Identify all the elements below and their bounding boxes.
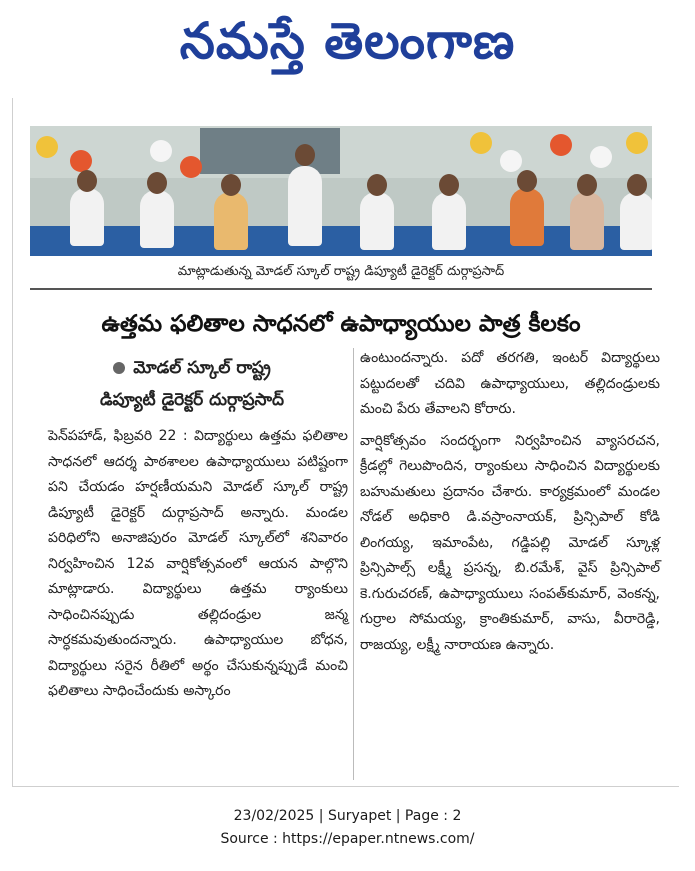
column-divider xyxy=(353,348,354,780)
article-paragraph: వార్షికోత్సవం సందర్భంగా నిర్వహించిన వ్యాసరచన, క్రీడల్లో గెలుపొందిన, ర్యాంకులు సాధించిన విద్యార్థులకు బహుమతులు ప్రదానం చేశారు. కార్యక్రమంలో మండల నోడల్ అధికారి డి.వస్రాంనాయక్, ప్రిన్సిపాల్ కోడి లింగయ్య, ఇమాంపేట, గడ్డిపల్లి మోడల్ స్కూళ్ల ప్రిన్సిపాల్స్ లక్ష్మీ ప్రసన్న, బి.రమేశ్, వైస్ ప్రిన్సిపాల్ కె.గురుచరణ్, ఉపాధ్యాయులు సంపత్‌కుమార్, వెంకన్న, గుర్రాల సోమయ్య, క్రాంతికుమార్, వాసు, వీరారెడ్డి, రాజయ్య, లక్ష్మీ నారాయణ ఉన్నారు. xyxy=(360,432,660,653)
article-paragraph: ఉంటుందన్నారు. పదో తరగతి, ఇంటర్ విద్యార్థులు పట్టుదలతో చదివి ఉపాధ్యాయులు, తల్లిదండ్రులకు మంచి పేరు తేవాలని కోరారు. xyxy=(360,350,660,417)
article-column-left xyxy=(48,424,348,711)
speaker xyxy=(288,166,322,246)
article-headline: ఉత్తమ ఫలితాల సాధనలో ఉపాధ్యాయుల పాత్ర కీలకం xyxy=(101,311,581,337)
article-subhead: మోడల్ స్కూల్ రాష్ట్ర డిప్యూటీ డైరెక్టర్ దుర్గాప్రసాద్ xyxy=(99,358,285,410)
news-photo xyxy=(30,126,652,256)
footer-source: Source : https://epaper.ntnews.com/ xyxy=(220,831,475,847)
article-paragraph: పెన్‌పహాడ్, ఫిబ్రవరి 22 : విద్యార్థులు ఉత్తమ ఫలితాల సాధనలో ఆదర్శ పాఠశాలల ఉపాధ్యాయులు పటిష్టంగా పని చేయడం హర్షణీయమని మోడల్ స్కూల్ రాష్ట్ర డిప్యూటీ డైరెక్టర్ దుర్గాప్రసాద్ అన్నారు. మండల పరిధిలోని అనాజిపురం మోడల్ స్కూల్‌లో శనివారం నిర్వహించిన 12వ వార్షికోత్సవంలో ఆయన పాల్గొని మాట్లాడారు. విద్యార్థులు ఉత్తమ ర్యాంకులు సాధించినప్పుడు తల్లిదండ్రుల జన్మ సార్ధకమవుతుందన్నారు. ఉపాధ్యాయుల బోధన, విద్యార్థులు సరైన రీతిలో అర్థం చేసుకున్నప్పుడే మంచి ఫలితాలు సాధించేందుకు అస్కారం xyxy=(48,428,348,699)
article-column-right xyxy=(360,346,660,664)
bullet-icon xyxy=(113,362,125,374)
newspaper-masthead: నమస్తే తెలంగాణ xyxy=(179,11,516,70)
footer-date-edition: 23/02/2025 | Suryapet | Page : 2 xyxy=(233,808,462,824)
photo-caption: మాట్లాడుతున్న మోడల్ స్కూల్ రాష్ట్ర డిప్యూటీ డైరెక్టర్ దుర్గాప్రసాద్ xyxy=(30,256,652,290)
stage-banner xyxy=(200,128,340,174)
stage-table xyxy=(30,226,652,256)
